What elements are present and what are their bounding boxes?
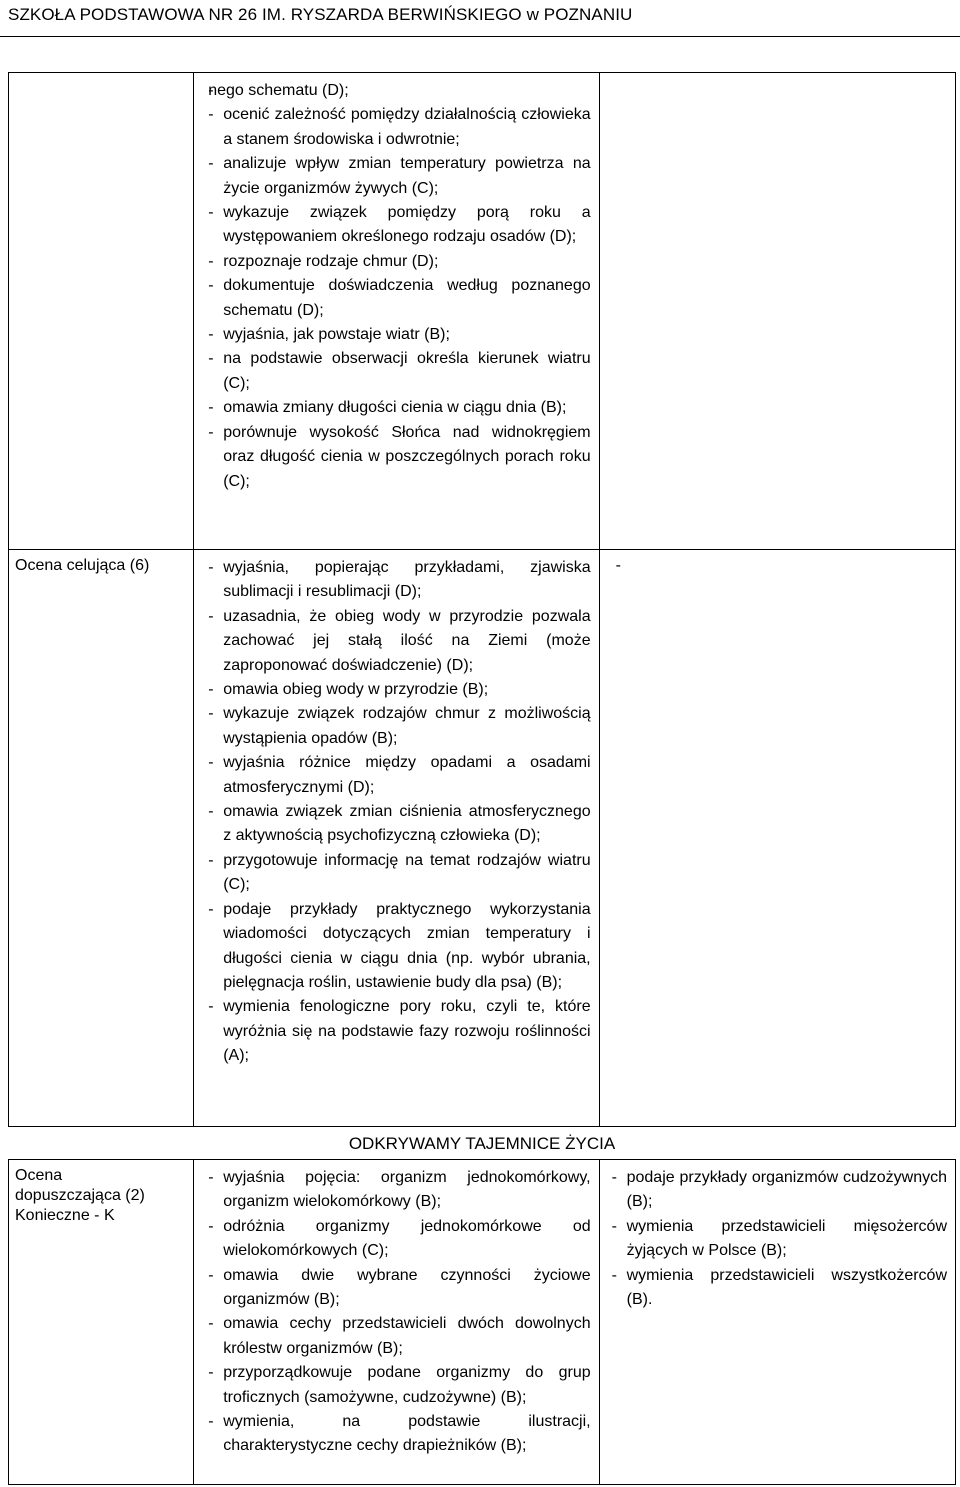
- list-item: - wyjaśnia różnice między opadami a osadami atmosferycznymi (D);: [208, 751, 590, 800]
- section-title: ODKRYWAMY TAJEMNICE ŻYCIA: [9, 1127, 956, 1160]
- list-item: - przygotowuje informację na temat rodzajów wiatru (C);: [208, 849, 590, 898]
- grade-level: Konieczne - K: [15, 1207, 115, 1224]
- list-item: - podaje przykłady praktycznego wykorzystania wiadomości dotyczących zmian temperatury i długości cienia w ciągu dnia (np. wybór ubrania, pielęgnacja roślin, ustawienie budy dla psa) (B);: [208, 898, 590, 996]
- list-item: - rozpoznaje rodzaje chmur (D);: [208, 250, 590, 274]
- list-item: - omawia cechy przedstawicieli dwóch dowolnych królestw organizmów (B);: [208, 1312, 590, 1361]
- requirements-cell: [194, 73, 599, 550]
- list-item: - podaje przykłady organizmów cudzożywnych (B);: [612, 1166, 947, 1215]
- grade-label-dopuszczajaca: [9, 1160, 194, 1485]
- school-title: SZKOŁA PODSTAWOWA NR 26 IM. RYSZARDA BERWIŃSKIEGO w POZNANIU: [8, 5, 633, 24]
- list-item: - omawia związek zmian ciśnienia atmosferycznego z aktywnością psychofizyczną człowieka (D);: [208, 800, 590, 849]
- requirements-cell: [194, 1160, 599, 1485]
- list-item: - wymienia przedstawicieli mięsożerców żyjących w Polsce (B);: [612, 1215, 947, 1264]
- dopuszczajaca-list: [194, 1160, 598, 1463]
- list-item: - wykazuje związek rodzajów chmur z możliwością wystąpienia opadów (B);: [208, 702, 590, 751]
- grade-name: dopuszczająca (2): [15, 1187, 145, 1204]
- list-item: - nego schematu (D);: [208, 79, 590, 103]
- grade-word: Ocena: [15, 1167, 63, 1184]
- header-divider: [0, 36, 960, 37]
- list-item: - omawia obieg wody w przyrodzie (B);: [208, 678, 590, 702]
- list-item: - uzasadnia, że obieg wody w przyrodzie pozwala zachować jej stałą ilość na Ziemi (może zaproponować doświadczenie) (D);: [208, 605, 590, 678]
- list-item: - wyjaśnia, popierając przykładami, zjawiska sublimacji i resublimacji (D);: [208, 556, 590, 605]
- list-item: - na podstawie obserwacji określa kierunek wiatru (C);: [208, 347, 590, 396]
- dopuszczajaca-extended-list: [600, 1160, 955, 1316]
- list-item: - wyjaśnia pojęcia: organizm jednokomórkowy, organizm wielokomórkowy (B);: [208, 1166, 590, 1215]
- list-item: - ocenić zależność pomiędzy działalnością człowieka a stanem środowiska i odwrotnie;: [208, 103, 590, 152]
- list-item: - wyjaśnia, jak powstaje wiatr (B);: [208, 323, 590, 347]
- requirements-cell: [194, 550, 599, 1127]
- section-row: [9, 1127, 956, 1160]
- continued-row: [9, 73, 956, 550]
- list-item: - przyporządkowuje podane organizmy do grup troficznych (samożywne, cudzożywne) (B);: [208, 1361, 590, 1410]
- grade-label-celujaca: Ocena celująca (6): [9, 550, 194, 1127]
- celujaca-row: [9, 550, 956, 1127]
- grade-requirements-table: [8, 72, 956, 1485]
- list-item: - porównuje wysokość Słońca nad widnokręgiem oraz długość cienia w poszczególnych porach roku (C);: [208, 421, 590, 494]
- list-item: - omawia zmiany długości cienia w ciągu dnia (B);: [208, 396, 590, 420]
- list-item: - analizuje wpływ zmian temperatury powietrza na życie organizmów żywych (C);: [208, 152, 590, 201]
- list-item: - wymienia, na podstawie ilustracji, charakterystyczne cechy drapieżników (B);: [208, 1410, 590, 1459]
- extended-requirements-cell: [599, 1160, 955, 1485]
- extended-cell-dash: -: [599, 550, 955, 1127]
- celujaca-list: [194, 550, 598, 1073]
- list-item: - wykazuje związek pomiędzy porą roku a występowaniem określonego rodzaju osadów (D);: [208, 201, 590, 250]
- extended-cell-empty: [599, 73, 955, 550]
- list-item: - dokumentuje doświadczenia według poznanego schematu (D);: [208, 274, 590, 323]
- list-item: - wymienia przedstawicieli wszystkożerców (B).: [612, 1264, 947, 1313]
- continued-list: [194, 73, 598, 498]
- list-item: - omawia dwie wybrane czynności życiowe organizmów (B);: [208, 1264, 590, 1313]
- list-item: - odróżnia organizmy jednokomórkowe od wielokomórkowych (C);: [208, 1215, 590, 1264]
- list-item: - wymienia fenologiczne pory roku, czyli te, które wyróżnia się na podstawie fazy rozwoju roślinności (A);: [208, 995, 590, 1068]
- dopuszczajaca-row: [9, 1160, 956, 1485]
- grade-cell-empty: [9, 73, 194, 550]
